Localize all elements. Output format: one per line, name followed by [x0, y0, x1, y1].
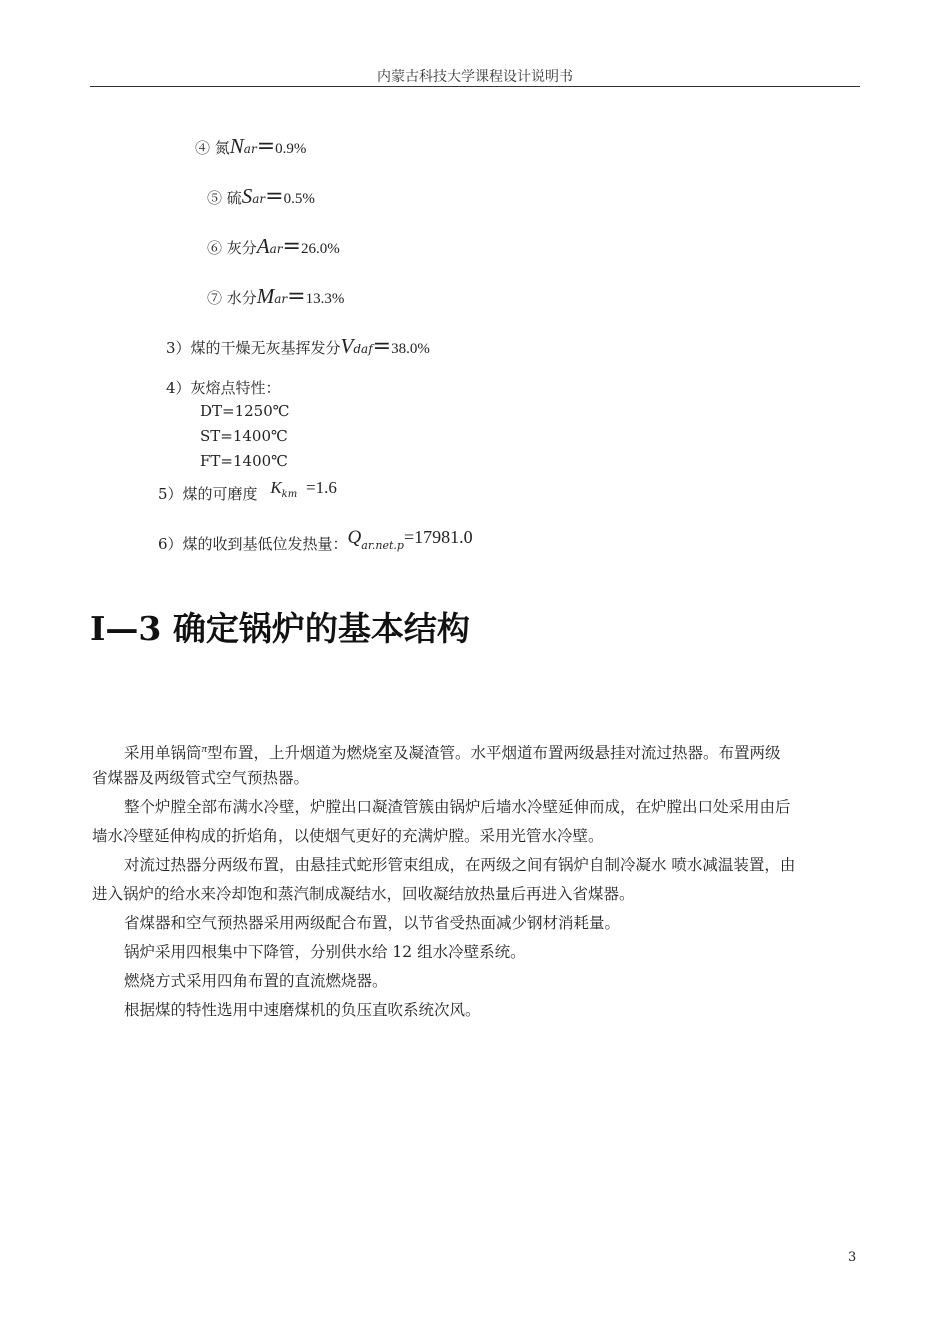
grindability-value: =1.6	[306, 478, 337, 497]
grindability-subscript: km	[281, 489, 298, 500]
section-heading: I—3 确定锅炉的基本结构	[90, 609, 470, 648]
paragraph-line: 省煤器及两级管式空气预热器。	[92, 769, 310, 787]
nitrogen-subscript: ar	[243, 142, 257, 156]
sulfur-symbol: S	[241, 184, 253, 208]
volatile-symbol: V	[340, 334, 354, 358]
sulfur-label: ⑤ 硫	[207, 189, 242, 207]
paragraph-line: 墙水冷壁延伸构成的折焰角，以使烟气更好的充满炉膛。采用光管水冷壁。	[92, 827, 604, 845]
grindability-label: 5）煤的可磨度	[158, 485, 258, 503]
paragraph-line: 锅炉采用四根集中下降管，分别供水给 12 组水冷壁系统。	[124, 943, 526, 961]
page-number: 3	[848, 1250, 857, 1265]
heat-value-symbol: Q	[347, 527, 362, 548]
volatile-value: 38.0%	[391, 341, 430, 357]
volatile-row	[166, 334, 430, 359]
header-rule	[90, 86, 860, 87]
volatile-subscript: daf	[353, 342, 373, 356]
moisture-row	[207, 284, 344, 309]
paragraph-line: 进入锅炉的给水来冷却饱和蒸汽制成凝结水，回收凝结放热量后再进入省煤器。	[92, 885, 635, 903]
paragraph-line: 省煤器和空气预热器采用两级配合布置，以节省受热面减少钢材消耗量。	[124, 914, 621, 932]
volatile-label: 3）煤的干燥无灰基挥发分	[166, 339, 341, 357]
sulfur-equals: =	[265, 184, 284, 209]
ash-fusion-ft: FT=1400℃	[200, 452, 288, 470]
nitrogen-symbol: N	[229, 134, 244, 158]
heat-value-subscript: ar.net.p	[361, 539, 404, 552]
paragraph-line: 燃烧方式采用四角布置的直流燃烧器。	[124, 972, 388, 990]
ash-fusion-st: ST=1400℃	[200, 427, 288, 445]
moisture-label: ⑦ 水分	[207, 289, 257, 307]
nitrogen-equals: =	[256, 134, 276, 159]
paragraph-line: 整个炉膛全部布满水冷壁，炉膛出口凝渣管簇由锅炉后墙水冷壁延伸而成，在炉膛出口处采用由后	[124, 798, 791, 816]
nitrogen-value: 0.9%	[275, 141, 307, 157]
paragraph-line: 对流过热器分两级布置，由悬挂式蛇形管束组成，在两级之间有锅炉自制冷凝水 喷水减温装置，由	[124, 856, 796, 874]
sulfur-value: 0.5%	[283, 191, 315, 207]
nitrogen-row	[195, 134, 306, 159]
grindability-symbol: K	[270, 478, 282, 497]
header-title: 内蒙古科技大学课程设计说明书	[377, 69, 573, 85]
heat-value-value: =17981.0	[403, 527, 473, 547]
sulfur-row	[207, 184, 315, 209]
paragraph-line: 根据煤的特性选用中速磨煤机的负压直吹系统次风。	[124, 1001, 481, 1019]
pi-symbol: π	[201, 743, 208, 755]
moisture-value: 13.3%	[305, 291, 345, 307]
sulfur-subscript: ar	[252, 192, 266, 206]
heat-value-row	[158, 527, 473, 555]
moisture-subscript: ar	[274, 292, 288, 306]
volatile-equals: =	[372, 334, 392, 359]
ash-fusion-title: 4）灰熔点特性：	[166, 379, 281, 397]
ash-value: 26.0%	[300, 241, 340, 257]
heat-value-label: 6）煤的收到基低位发热量：	[158, 535, 348, 553]
moisture-symbol: M	[256, 284, 275, 308]
ash-fusion-dt: DT=1250℃	[200, 402, 290, 420]
ash-symbol: A	[256, 234, 270, 258]
paragraph-line: 采用单锅筒$^\pi$型布置，上升烟道为燃烧室及凝渣管。水平烟道布置两级悬挂对流过热器。布置两级	[124, 743, 781, 763]
ash-equals: =	[282, 234, 301, 259]
ash-subscript: ar	[269, 242, 283, 256]
grindability-row	[158, 478, 337, 504]
ash-row	[207, 234, 340, 259]
nitrogen-label: ④ 氮	[195, 139, 230, 157]
moisture-equals: =	[287, 284, 306, 309]
ash-label: ⑥ 灰分	[207, 239, 257, 257]
